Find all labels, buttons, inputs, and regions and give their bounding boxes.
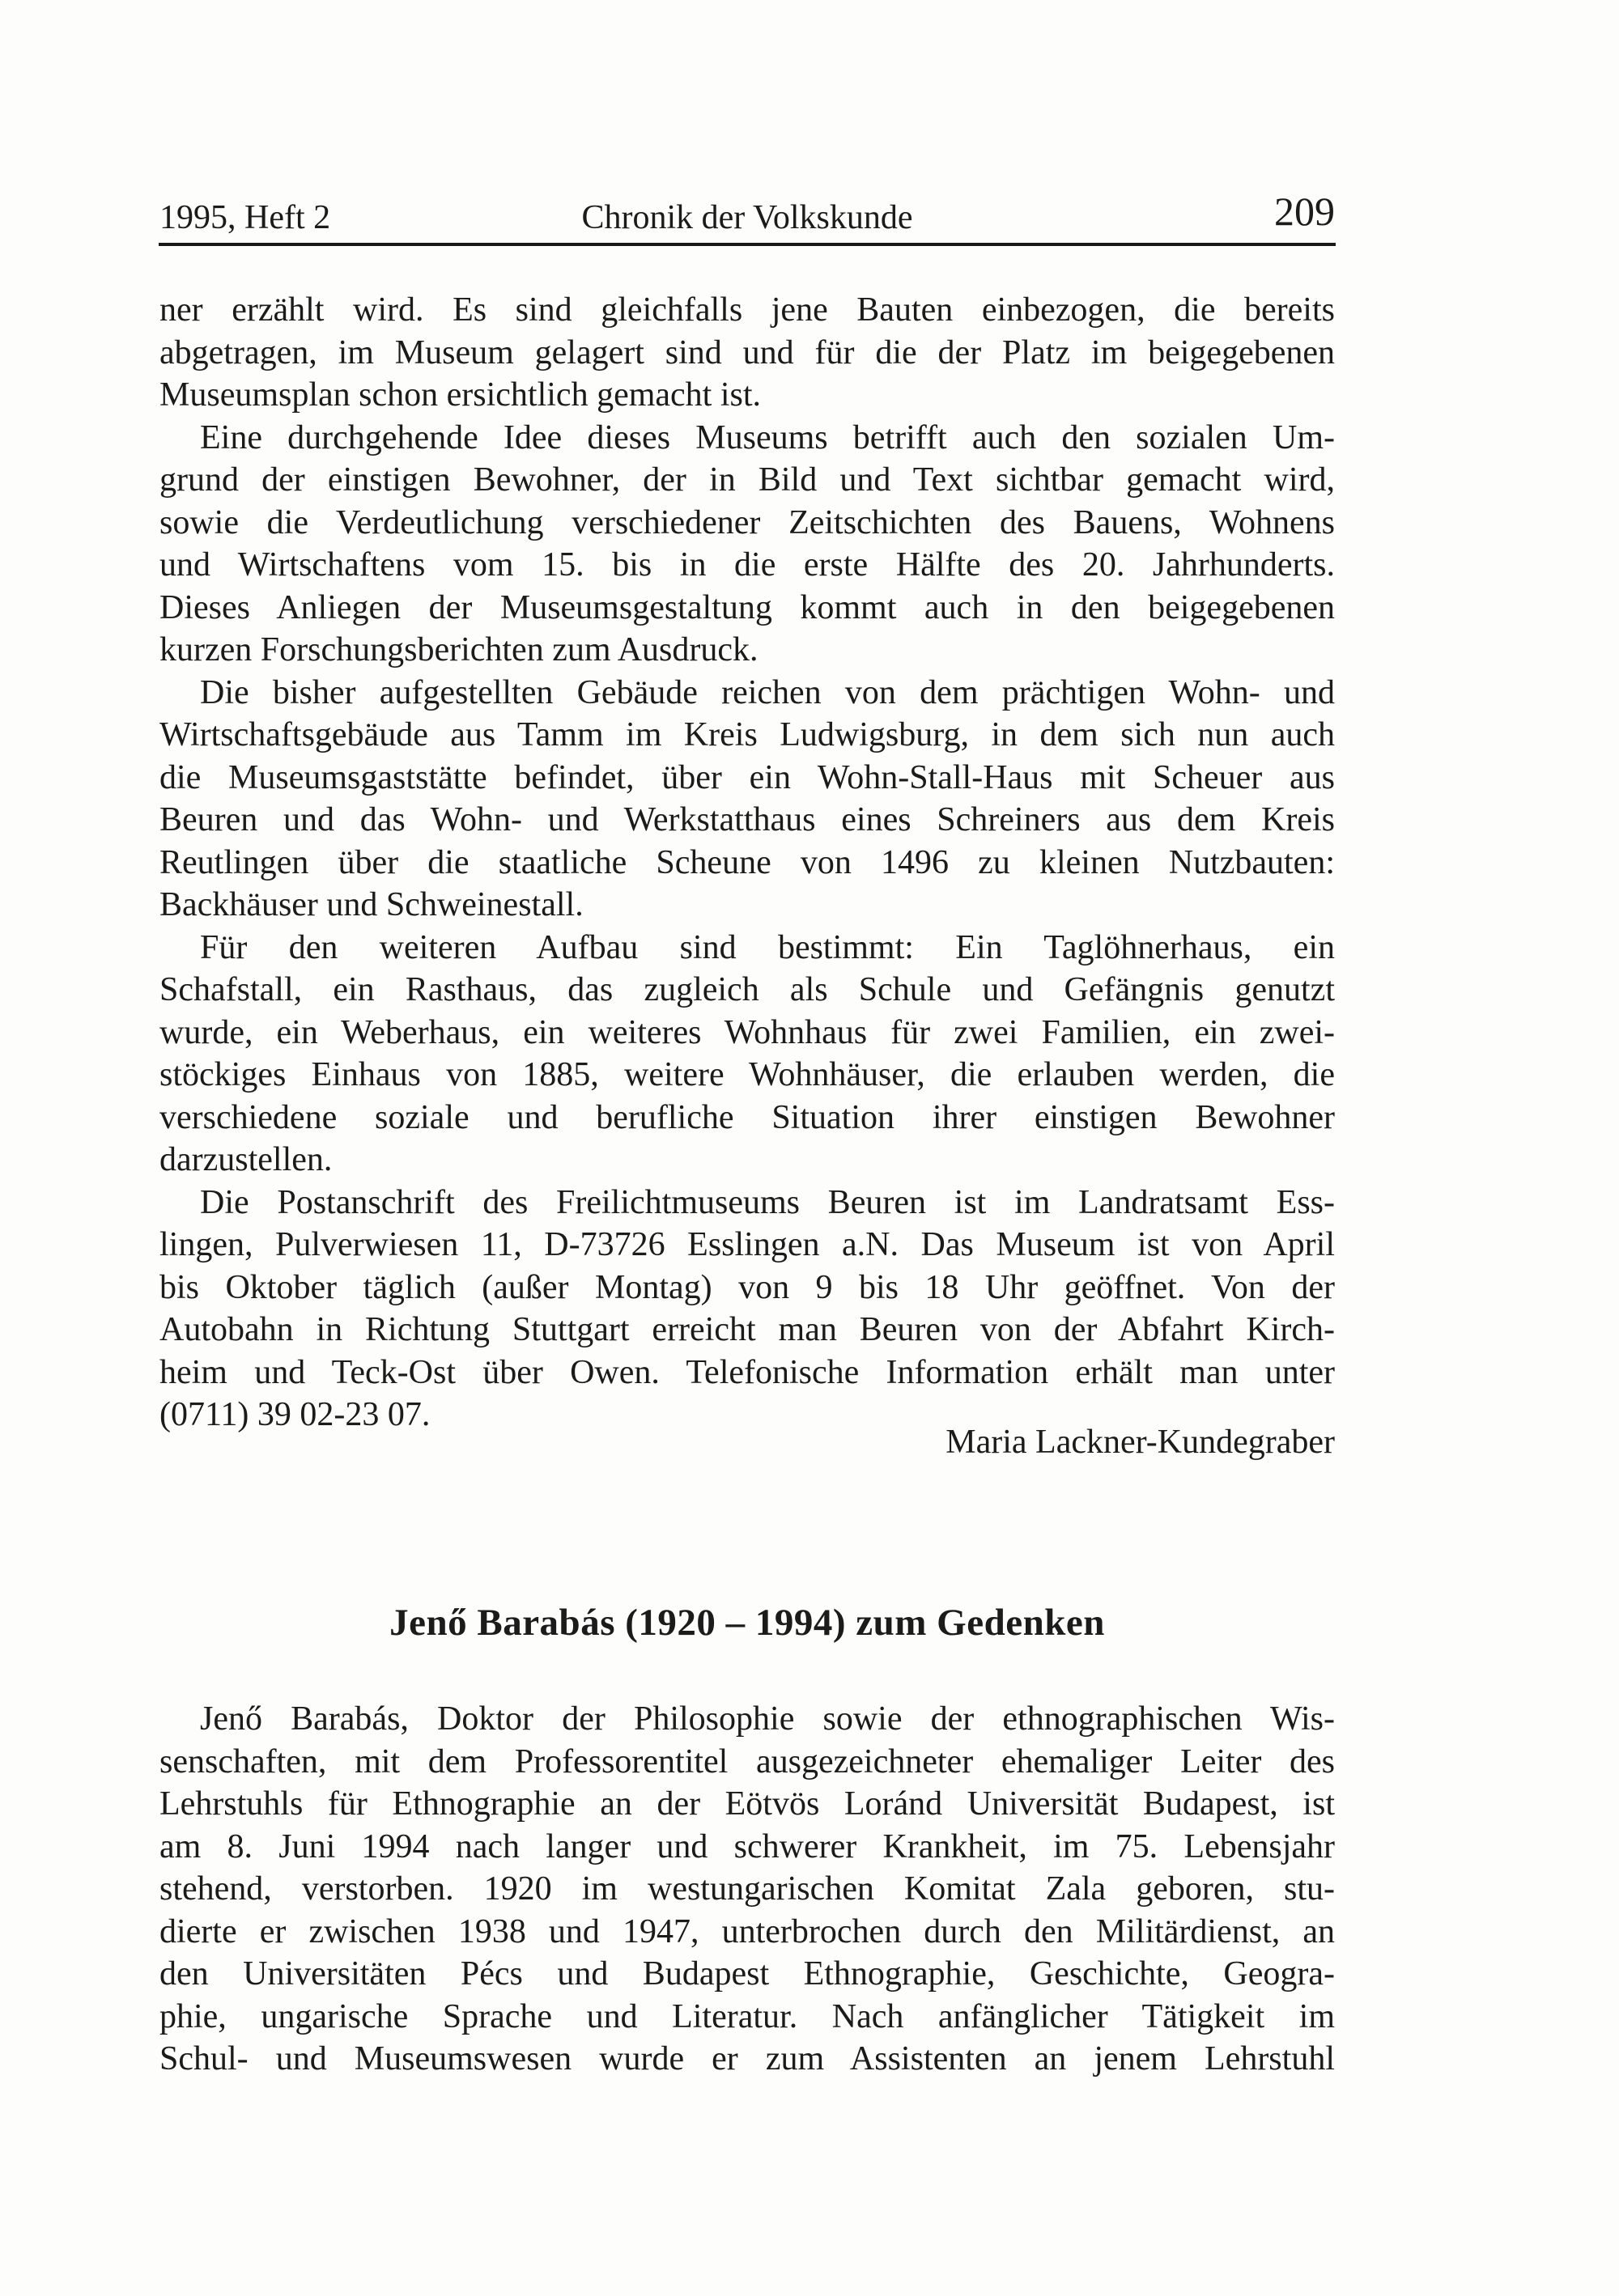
text-line: die Museumsgaststätte befindet, über ein Wohn-Stall-Haus mit Scheuer aus [159, 758, 1335, 796]
paragraph [159, 1698, 1335, 2081]
text-line: Schul- und Museumswesen wurde er zum Assistenten an jenem Lehrstuhl [159, 2040, 1335, 2077]
chronicle-text-block [159, 289, 1335, 1437]
text-line: und Wirtschaftens vom 15. bis in die erste Hälfte des 20. Jahrhunderts. [159, 546, 1335, 584]
text-line: senschaften, mit dem Professorentitel ausgezeichneter ehemaliger Leiter des [159, 1742, 1335, 1780]
paragraph [159, 672, 1335, 927]
text-line: bis Oktober täglich (außer Montag) von 9 bis 18 Uhr geöffnet. Von der [159, 1268, 1335, 1306]
text-line: dierte er zwischen 1938 und 1947, unterbrochen durch den Militärdienst, an [159, 1912, 1335, 1950]
text-line: sowie die Verdeutlichung verschiedener Zeitschichten des Bauens, Wohnens [159, 503, 1335, 541]
text-line: Lehrstuhls für Ethnographie an der Eötvös Loránd Universität Budapest, ist [159, 1785, 1335, 1823]
running-head [159, 189, 1335, 241]
header-rule [159, 243, 1336, 246]
text-line: phie, ungarische Sprache und Literatur. Nach anfänglicher Tätigkeit im [159, 1997, 1335, 2035]
text-line: Wirtschaftsgebäude aus Tamm im Kreis Ludwigsburg, in dem sich nun auch [159, 716, 1335, 753]
text-line: Dieses Anliegen der Museumsgestaltung kommt auch in den beigegebenen [159, 588, 1335, 626]
text-line: Schafstall, ein Rasthaus, das zugleich als Schule und Gefängnis genutzt [159, 971, 1335, 1008]
text-line: lingen, Pulverwiesen 11, D-73726 Esslingen a.N. Das Museum ist von April [159, 1226, 1335, 1263]
paragraph [159, 289, 1335, 417]
text-line: Die bisher aufgestellten Gebäude reichen von dem prächtigen Wohn- und [200, 673, 1335, 711]
text-line: abgetragen, im Museum gelagert sind und für die der Platz im beigegebenen [159, 333, 1335, 371]
page-number: 209 [1274, 189, 1335, 234]
text-line: Die Postanschrift des Freilichtmuseums Beuren ist im Landratsamt Ess- [200, 1183, 1335, 1221]
text-line: ner erzählt wird. Es sind gleichfalls jene Bauten einbezogen, die bereits [159, 291, 1335, 329]
text-line: kurzen Forschungsberichten zum Ausdruck. [159, 631, 759, 668]
text-line: heim und Teck-Ost über Owen. Telefonische Information erhält man unter [159, 1353, 1335, 1391]
paragraph [159, 1182, 1335, 1437]
header-issue: 1995, Heft 2 [159, 199, 331, 236]
text-line: verschiedene soziale und berufliche Situation ihrer einstigen Bewohner [159, 1098, 1335, 1136]
header-title: Chronik der Volkskunde [581, 199, 913, 236]
text-line: darzustellen. [159, 1141, 333, 1178]
text-line: den Universitäten Pécs und Budapest Ethnographie, Geschichte, Geogra- [159, 1955, 1335, 1993]
obituary-text-block [159, 1698, 1335, 2081]
text-line: stehend, verstorben. 1920 im westungarischen Komitat Zala geboren, stu- [159, 1870, 1335, 1908]
text-line: Autobahn in Richtung Stuttgart erreicht man Beuren von der Abfahrt Kirch- [159, 1311, 1335, 1348]
text-line: Reutlingen über die staatliche Scheune von 1496 zu kleinen Nutzbauten: [159, 843, 1335, 881]
obituary-title: Jenő Barabás (1920 – 1994) zum Gedenken [389, 1602, 1105, 1644]
text-line: wurde, ein Weberhaus, ein weiteres Wohnhaus für zwei Familien, ein zwei- [159, 1013, 1335, 1051]
text-line: Jenő Barabás, Doktor der Philosophie sowie der ethnographischen Wis- [200, 1700, 1335, 1738]
text-line: Für den weiteren Aufbau sind bestimmt: Ein Taglöhnerhaus, ein [200, 928, 1335, 966]
paragraph [159, 927, 1335, 1182]
text-line: Backhäuser und Schweinestall. [159, 886, 584, 923]
text-line: Eine durchgehende Idee dieses Museums betrifft auch den sozialen Um- [200, 418, 1335, 456]
text-line: grund der einstigen Bewohner, der in Bild und Text sichtbar gemacht wird, [159, 461, 1335, 499]
paragraph [159, 417, 1335, 672]
text-line: am 8. Juni 1994 nach langer und schwerer Krankheit, im 75. Lebensjahr [159, 1827, 1335, 1865]
text-line: Museumsplan schon ersichtlich gemacht ist. [159, 376, 762, 414]
text-line: (0711) 39 02-23 07. [159, 1396, 431, 1433]
text-line: Beuren und das Wohn- und Werkstatthaus eines Schreiners aus dem Kreis [159, 801, 1335, 838]
author-signature: Maria Lackner-Kundegraber [945, 1424, 1335, 1461]
text-line: stöckiges Einhaus von 1885, weitere Wohnhäuser, die erlauben werden, die [159, 1056, 1335, 1093]
